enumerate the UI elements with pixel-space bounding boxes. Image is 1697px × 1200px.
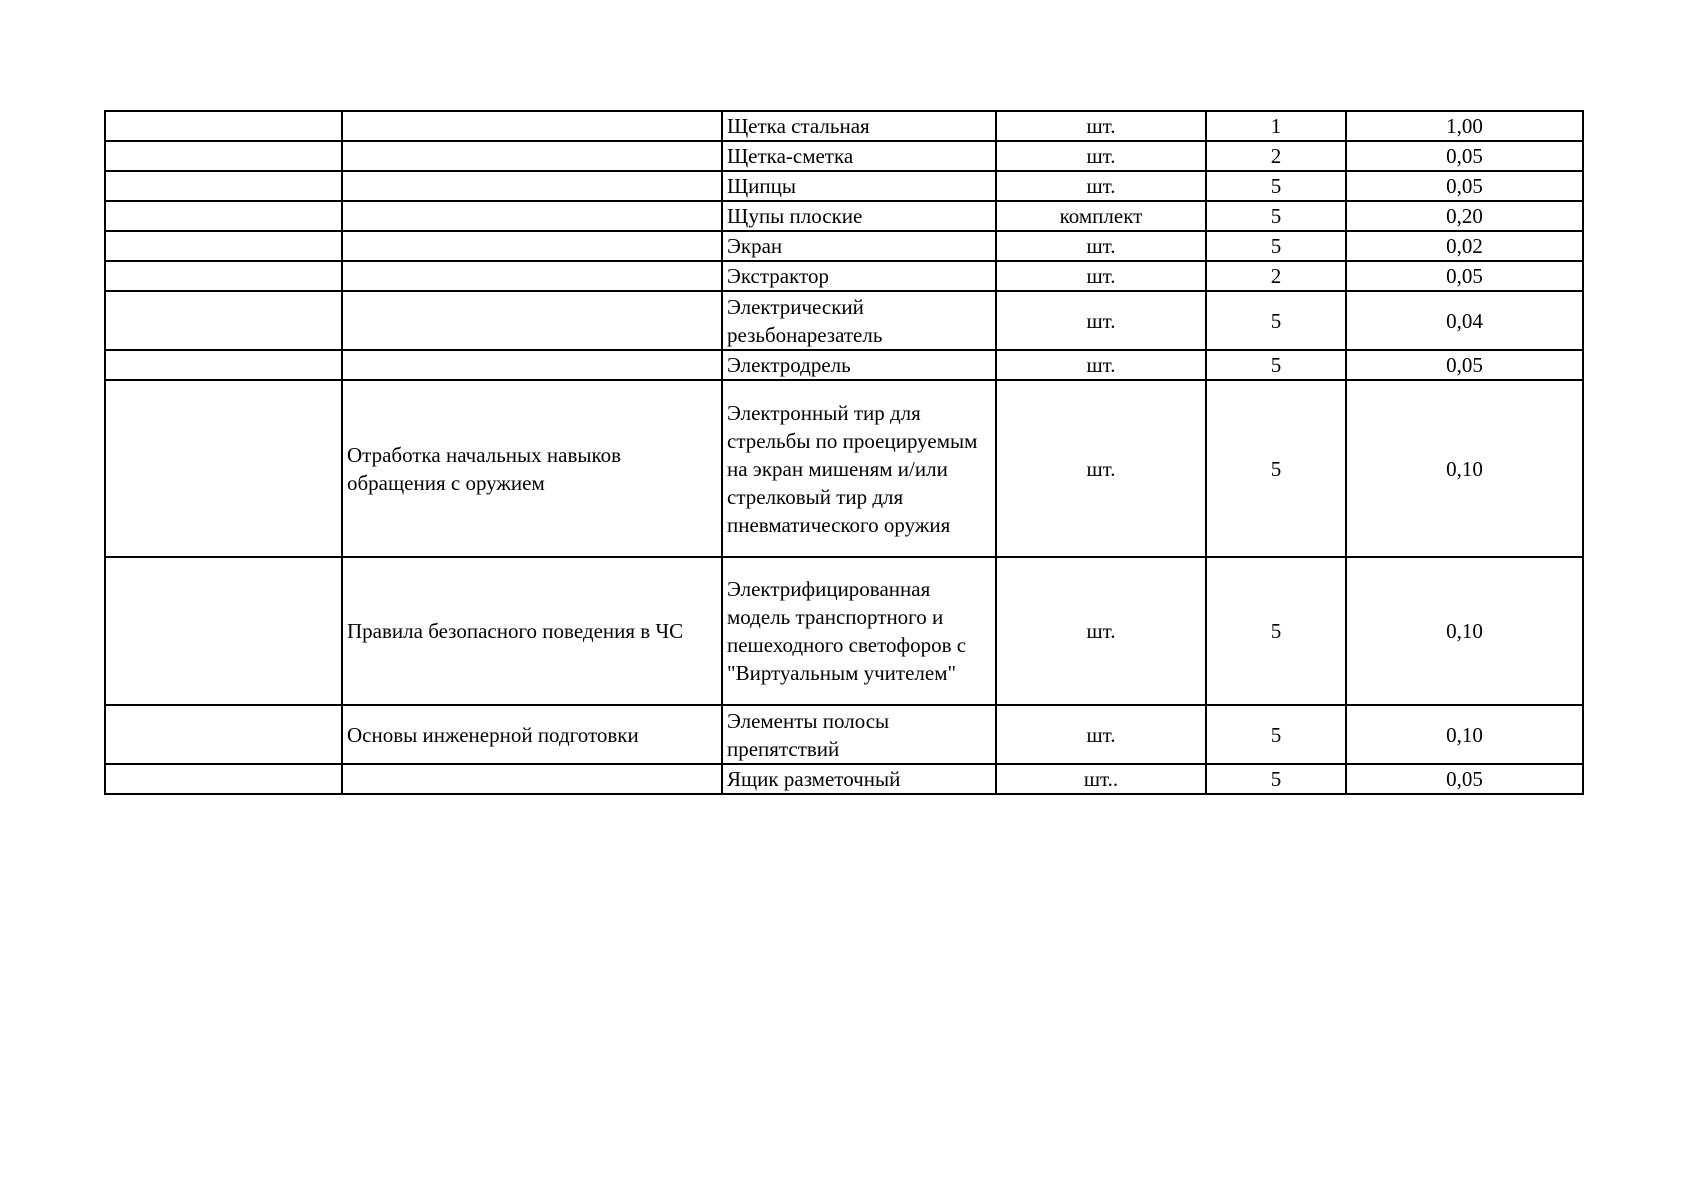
quantity-cell: 5 (1206, 291, 1346, 350)
row-number-cell (105, 171, 342, 201)
row-number-cell (105, 705, 342, 764)
table-row (105, 291, 1583, 350)
item-name-cell: Экстрактор (722, 261, 996, 291)
table-row (105, 231, 1583, 261)
table-row (105, 350, 1583, 380)
item-name-cell: Щупы плоские (722, 201, 996, 231)
table-row (105, 171, 1583, 201)
topic-cell (342, 111, 722, 141)
unit-cell: шт. (996, 705, 1206, 764)
topic-cell (342, 231, 722, 261)
coefficient-cell: 0,05 (1346, 171, 1583, 201)
table-row (105, 705, 1583, 764)
coefficient-cell: 0,10 (1346, 557, 1583, 705)
coefficient-cell: 0,04 (1346, 291, 1583, 350)
row-number-cell (105, 291, 342, 350)
quantity-cell: 5 (1206, 171, 1346, 201)
item-name-cell: Электрифицированная модель транспортного и пешеходного светофоров с "Виртуальным учителем" (722, 557, 996, 705)
item-name-cell: Ящик разметочный (722, 764, 996, 794)
topic-cell (342, 764, 722, 794)
unit-cell: шт. (996, 261, 1206, 291)
item-name-cell: Электродрель (722, 350, 996, 380)
unit-cell: шт. (996, 171, 1206, 201)
quantity-cell: 5 (1206, 350, 1346, 380)
quantity-cell: 5 (1206, 557, 1346, 705)
topic-cell (342, 291, 722, 350)
table-row (105, 141, 1583, 171)
unit-cell: шт.. (996, 764, 1206, 794)
topic-cell (342, 171, 722, 201)
table-row (105, 380, 1583, 557)
unit-cell: шт. (996, 557, 1206, 705)
quantity-cell: 5 (1206, 231, 1346, 261)
table-row (105, 764, 1583, 794)
item-name-cell: Щетка стальная (722, 111, 996, 141)
row-number-cell (105, 201, 342, 231)
unit-cell: комплект (996, 201, 1206, 231)
unit-cell: шт. (996, 141, 1206, 171)
topic-cell: Отработка начальных навыков обращения с оружием (342, 380, 722, 557)
item-name-cell: Экран (722, 231, 996, 261)
unit-cell: шт. (996, 380, 1206, 557)
coefficient-cell: 0,20 (1346, 201, 1583, 231)
item-name-cell: Щипцы (722, 171, 996, 201)
row-number-cell (105, 764, 342, 794)
row-number-cell (105, 557, 342, 705)
coefficient-cell: 0,05 (1346, 261, 1583, 291)
unit-cell: шт. (996, 111, 1206, 141)
row-number-cell (105, 141, 342, 171)
table-row (105, 111, 1583, 141)
quantity-cell: 2 (1206, 261, 1346, 291)
coefficient-cell: 1,00 (1346, 111, 1583, 141)
item-name-cell: Щетка-сметка (722, 141, 996, 171)
row-number-cell (105, 111, 342, 141)
item-name-cell: Элементы полосы препятствий (722, 705, 996, 764)
unit-cell: шт. (996, 291, 1206, 350)
row-number-cell (105, 380, 342, 557)
topic-cell: Основы инженерной подготовки (342, 705, 722, 764)
item-name-cell: Электронный тир для стрельбы по проецируемым на экран мишеням и/или стрелковый тир для пневматического оружия (722, 380, 996, 557)
table-row (105, 261, 1583, 291)
coefficient-cell: 0,10 (1346, 380, 1583, 557)
row-number-cell (105, 231, 342, 261)
coefficient-cell: 0,05 (1346, 764, 1583, 794)
quantity-cell: 5 (1206, 201, 1346, 231)
coefficient-cell: 0,10 (1346, 705, 1583, 764)
coefficient-cell: 0,05 (1346, 141, 1583, 171)
quantity-cell: 1 (1206, 111, 1346, 141)
topic-cell: Правила безопасного поведения в ЧС (342, 557, 722, 705)
quantity-cell: 2 (1206, 141, 1346, 171)
row-number-cell (105, 261, 342, 291)
row-number-cell (105, 350, 342, 380)
quantity-cell: 5 (1206, 764, 1346, 794)
coefficient-cell: 0,05 (1346, 350, 1583, 380)
topic-cell (342, 350, 722, 380)
unit-cell: шт. (996, 350, 1206, 380)
item-name-cell: Электрический резьбонарезатель (722, 291, 996, 350)
table-row (105, 557, 1583, 705)
quantity-cell: 5 (1206, 705, 1346, 764)
unit-cell: шт. (996, 231, 1206, 261)
topic-cell (342, 141, 722, 171)
quantity-cell: 5 (1206, 380, 1346, 557)
table-row (105, 201, 1583, 231)
topic-cell (342, 201, 722, 231)
coefficient-cell: 0,02 (1346, 231, 1583, 261)
topic-cell (342, 261, 722, 291)
equipment-table (104, 110, 1584, 795)
